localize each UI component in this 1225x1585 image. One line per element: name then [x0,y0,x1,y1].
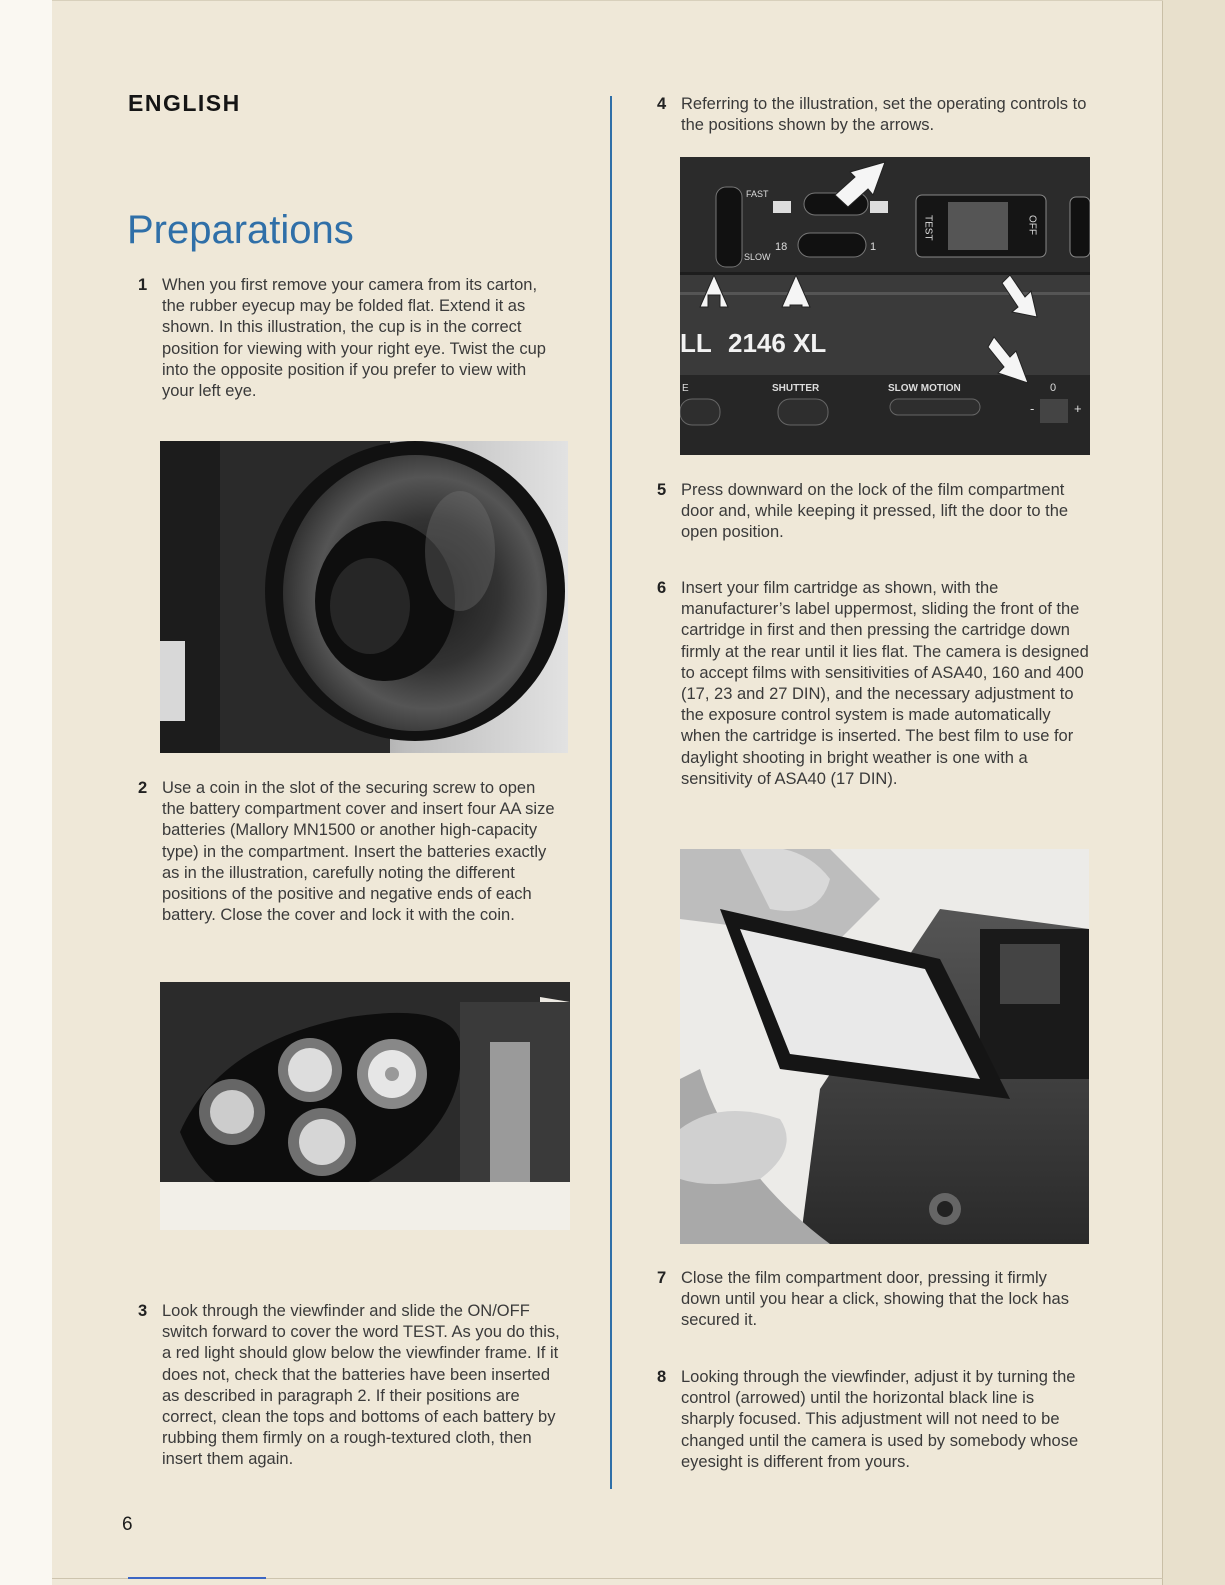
switch-test-label: TEST [922,215,934,241]
step-3 [138,1301,567,1471]
step-number: 5 [657,481,667,499]
step-4 [657,94,1089,136]
step-2 [138,778,562,926]
step-number: 4 [657,95,667,113]
page-title: Preparations [127,208,354,252]
dioptre-zero: 0 [1050,382,1057,394]
step-number: 7 [657,1269,667,1287]
dioptre-plus: + [1074,401,1082,416]
fps-1-label: 1 [870,241,877,253]
step-5 [657,480,1086,544]
step-text: Press downward on the lock of the film compartment door and, while keeping it pressed, lift the door to the open position. [681,481,1069,542]
dioptre-minus: - [1030,401,1035,416]
model-name: 2146 XL [728,328,827,358]
step-8 [657,1367,1086,1473]
step-text: Insert your film cartridge as shown, with the manufacturer’s label uppermost, sliding the front of the cartridge in first and then pressing the cartridge down firmly at the rear until it lies flat. The camera is designed to accept films with sensitivities of ASA40, 160 and 400 (17, 23 and 27 DIN), and the necessary adjustment to the exposure control system is made automatically when the cartridge is inserted. The best film to use for daylight shooting in bright weather is one with a sensitivity of ASA40 (17 DIN). [681,579,1089,788]
step-6 [657,578,1089,790]
label-e: E [682,383,689,394]
language-heading: ENGLISH [128,90,241,116]
step-text: Close the film compartment door, pressing it firmly down until you hear a click, showing that the lock has secured it. [681,1269,1069,1330]
step-number: 8 [657,1368,667,1386]
switch-off-label: OFF [1026,215,1038,235]
speed-fast-label: FAST [746,189,769,199]
next-page-edge [1162,0,1225,1585]
step-number: 2 [138,779,148,797]
battery-compartment-photo [160,982,570,1230]
film-cartridge-photo [680,849,1089,1244]
step-text: Looking through the viewfinder, adjust it by turning the control (arrowed) until the horizontal black line is sharply focused. This adjustment will not need to be changed until the camera is used by somebody whose eyesight is different from yours. [681,1368,1079,1471]
speed-slow-label: SLOW [744,252,771,262]
camera-controls-photo [680,157,1090,455]
step-text: When you first remove your camera from its carton, the rubber eyecup may be folded flat. Extend it as shown. In this illustration, the cup is in the correct position for viewing with your right eye. Twist the cup into the opposite position if you prefer to view with your left eye. [162,276,546,401]
step-number: 1 [138,276,148,294]
step-text: Look through the viewfinder and slide the ON/OFF switch forward to cover the word TEST. As you do this, a red light should glow below the viewfinder frame. If it does not, check that the batteries have been inserted as described in paragraph 2. If their positions are correct, clean the tops and bottoms of each battery by rubbing them firmly on a rough-textured cloth, then insert them again. [162,1302,560,1469]
step-7 [657,1268,1086,1332]
step-number: 3 [138,1302,148,1320]
model-prefix: LL [680,328,712,358]
step-number: 6 [657,579,667,597]
step-1 [138,275,562,402]
step-text: Use a coin in the slot of the securing screw to open the battery compartment cover and insert four AA size batteries (Mallory MN1500 or another high-capacity type) in the compartment. Insert the batteries exactly as in the illustration, carefully noting the different positions of the positive and negative ends of each battery. Close the cover and lock it with the coin. [162,779,555,925]
label-slow-motion: SLOW MOTION [888,383,961,394]
top-edge [52,0,1163,1]
column-divider [610,96,612,1489]
label-shutter: SHUTTER [772,383,820,394]
fps-18-label: 18 [775,241,788,253]
bottom-blue-mark [128,1577,266,1579]
page-number: 6 [122,1514,133,1535]
step-text: Referring to the illustration, set the operating controls to the positions shown by the arrows. [681,95,1087,135]
eyecup-photo [160,441,568,753]
left-page-margin [0,0,52,1585]
